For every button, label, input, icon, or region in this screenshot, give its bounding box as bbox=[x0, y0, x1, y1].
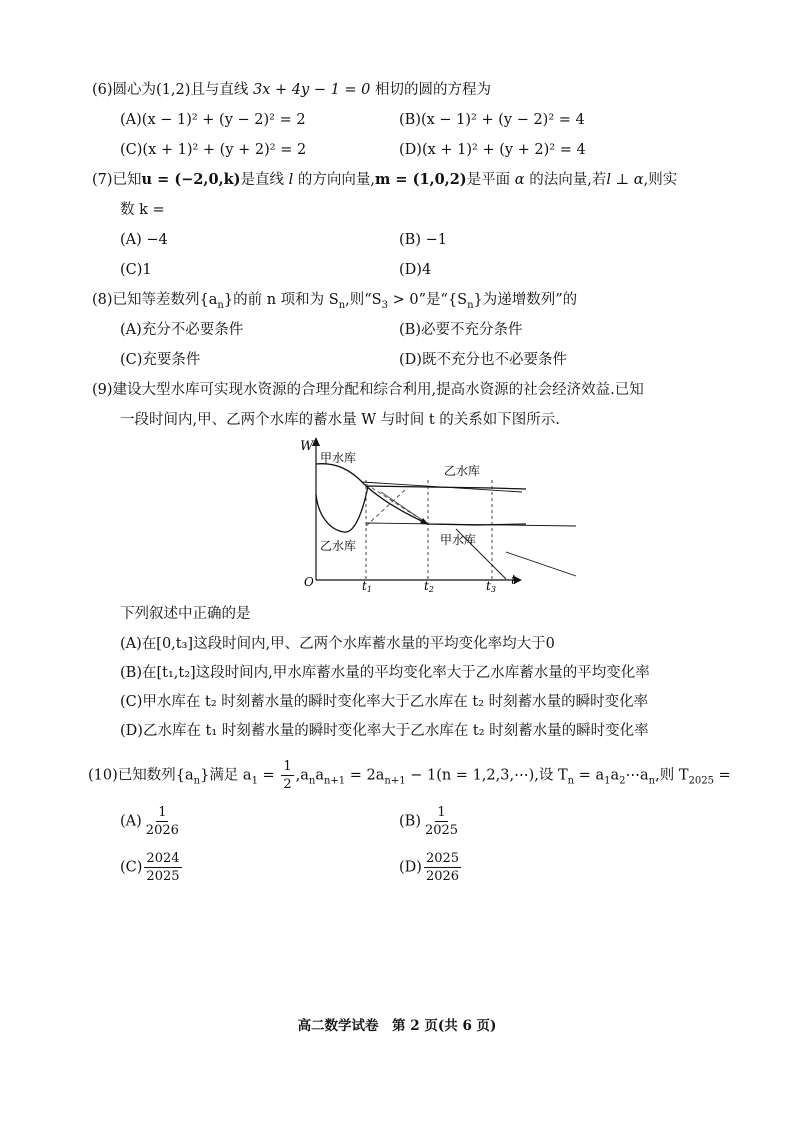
q9-number: (9) bbox=[92, 382, 113, 398]
jia-reference-line bbox=[366, 523, 576, 526]
q8-stem: (8)已知等差数列$\{a_n\}$的前 n 项和为 $S_n$,则“$S_3 > 0$”是“$\{S_n\}$为递增数列”的 bbox=[92, 292, 578, 311]
q6-line-equation: 3x + 4y − 1 = 0 bbox=[253, 82, 371, 98]
q9-option-a: (A)在[0,t₃]这段时间内,甲、乙两个水库蓄水量的平均变化率均大于0 bbox=[120, 636, 555, 652]
q6-option-b: (B)(x − 1)² + (y − 2)² = 4 bbox=[399, 112, 585, 128]
x-axis-label: t bbox=[511, 573, 517, 588]
q10-option-b: (B) $\frac{1}{2025}$ bbox=[399, 805, 459, 838]
q6-option-c: (C)(x + 1)² + (y + 2)² = 2 bbox=[120, 142, 307, 158]
q9-option-b: (B)在[t₁,t₂]这段时间内,甲水库蓄水量的平均变化率大于乙水库蓄水量的平均变化率 bbox=[120, 665, 650, 681]
yi-label-right: 乙水库 bbox=[444, 464, 481, 478]
origin-label: O bbox=[304, 575, 314, 589]
q10-number: (10) bbox=[88, 767, 118, 784]
t1-label: t1 bbox=[362, 579, 372, 592]
q8-option-b: (B)必要不充分条件 bbox=[399, 322, 523, 338]
jia-tangent-extension bbox=[506, 552, 576, 576]
q7-stem-line2: 数 k = bbox=[120, 202, 165, 218]
q6-number: (6) bbox=[92, 82, 113, 98]
yi-secant bbox=[366, 489, 406, 526]
q7-option-a: (A) −4 bbox=[120, 232, 168, 248]
page-footer: 高二数学试卷 第 2 页(共 6 页) bbox=[297, 1018, 497, 1034]
q10-stem: (10)已知数列$\{a_n\}$满足 $a_1$ = $\frac{1}{2}$ $,a_na_{n+1} = 2a_{n+1} - 1(n$ = 1,2,3,⋯),设 $T_n$ = $a_1a_2\cdots a_n$,则 $T_{2025}$ = bbox=[88, 759, 731, 792]
q7-option-b: (B) −1 bbox=[399, 232, 447, 248]
t3-label: t3 bbox=[486, 579, 496, 592]
yi-tangent-line bbox=[362, 482, 522, 492]
q9-stem-line2: 一段时间内,甲、乙两个水库的蓄水量 W 与时间 t 的关系如下图所示. bbox=[120, 412, 560, 428]
q8-option-d: (D)既不充分也不必要条件 bbox=[399, 352, 567, 368]
q8-option-c: (C)充要条件 bbox=[120, 352, 201, 368]
jia-label-left: 甲水库 bbox=[320, 451, 357, 465]
jia-label-right: 甲水库 bbox=[440, 533, 477, 547]
q8-number: (8) bbox=[92, 292, 113, 308]
q7-option-d: (D)4 bbox=[399, 262, 432, 278]
yi-label-left: 乙水库 bbox=[320, 539, 357, 553]
q7-option-c: (C)1 bbox=[120, 262, 152, 278]
q7-number: (7) bbox=[92, 172, 113, 188]
q10-option-a: (A) $\frac{1}{2026}$ bbox=[120, 805, 179, 838]
q9-lead: 下列叙述中正确的是 bbox=[120, 606, 251, 622]
q9-stem-line1: (9)建设大型水库可实现水资源的合理分配和综合利用,提高水资源的社会经济效益.已知 bbox=[92, 382, 644, 398]
q6-option-a: (A)(x − 1)² + (y − 2)² = 2 bbox=[120, 112, 306, 128]
y-axis-label: W bbox=[300, 439, 314, 454]
q10-half-fraction: $\frac{1}{2}$ bbox=[283, 759, 292, 792]
q10-option-d: (D) $\frac{2025}{2026}$ bbox=[399, 851, 460, 884]
q10-option-c: (C) $\frac{2024}{2025}$ bbox=[120, 851, 180, 884]
q6-stem: (6)圆心为(1,2)且与直线 3x + 4y − 1 = 0 相切的圆的方程为 bbox=[92, 82, 492, 98]
q9-option-c: (C)甲水库在 t₂ 时刻蓄水量的瞬时变化率大于乙水库在 t₂ 时刻蓄水量的瞬时变化率 bbox=[120, 694, 649, 710]
t2-label: t2 bbox=[424, 579, 434, 592]
reservoir-figure bbox=[296, 434, 586, 592]
q7-stem-line1: (7)已知u = (−2,0,k)是直线 l 的方向向量,m = (1,0,2)是平面 α 的法向量,若l ⊥ α,则实 bbox=[92, 171, 678, 188]
q9-option-d: (D)乙水库在 t₁ 时刻蓄水量的瞬时变化率大于乙水库在 t₂ 时刻蓄水量的瞬时变化率 bbox=[120, 723, 649, 739]
arrow-secant bbox=[381, 492, 428, 524]
q8-option-a: (A)充分不必要条件 bbox=[120, 322, 244, 338]
jia-curve bbox=[316, 464, 526, 525]
q6-option-d: (D)(x + 1)² + (y + 2)² = 4 bbox=[399, 142, 586, 158]
